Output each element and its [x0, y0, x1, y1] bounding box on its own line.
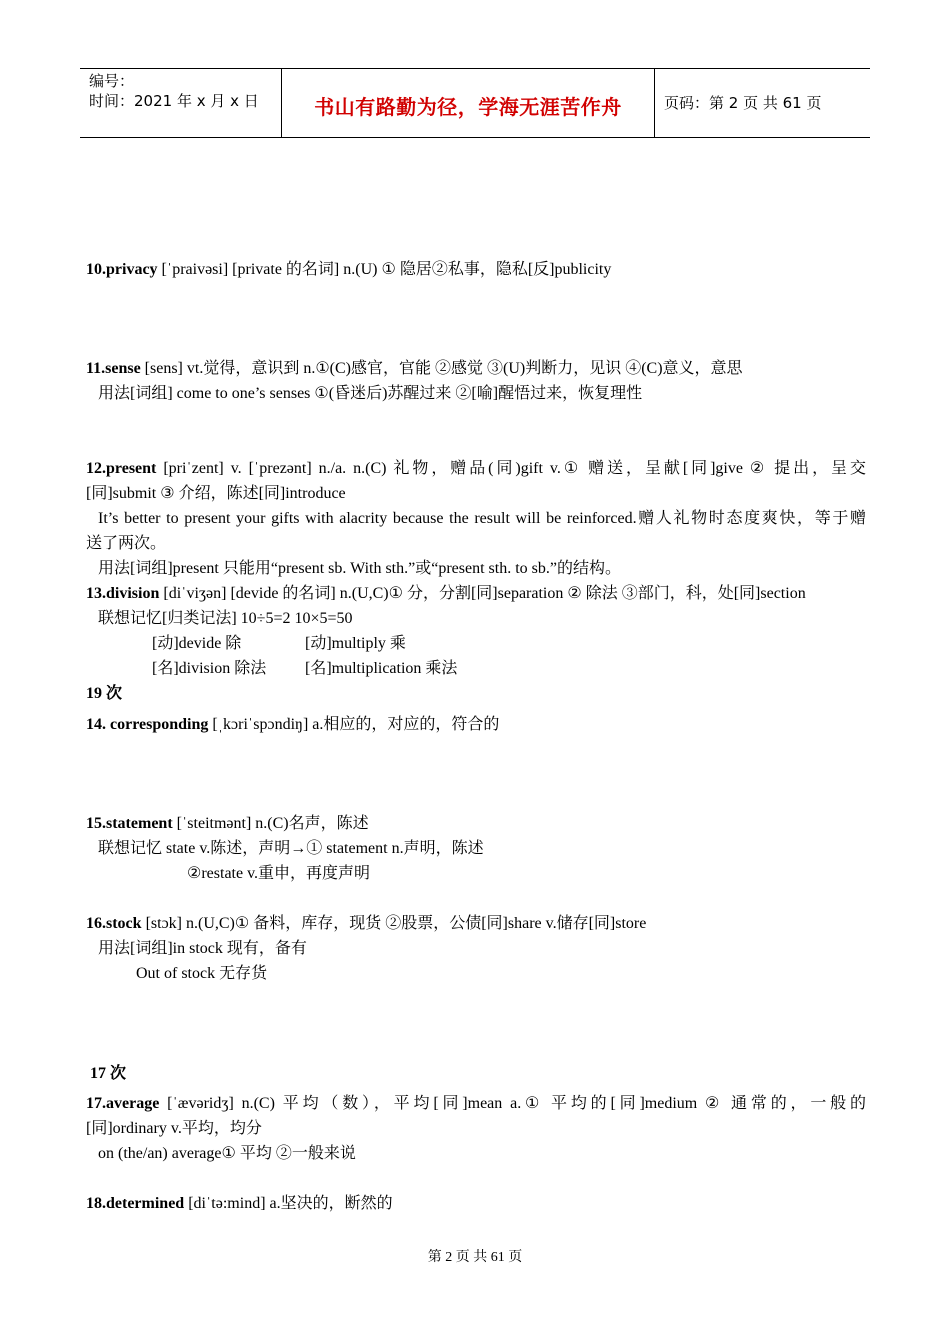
entry-stock: 16.stock [stɔk] n.(U,C)① 备料，库存，现货 ②股票，公债[同]share v.储存[同]store: [86, 915, 647, 932]
page-header: [80, 68, 870, 138]
entry-average-phrase: on (the/an) average① 平均 ②一般来说: [98, 1145, 356, 1162]
header-page-label: 页码：第 2 页 共 61 页: [664, 94, 822, 112]
entry-statement: 15.statement [ˈsteitmənt] n.(C)名声，陈述: [86, 815, 369, 832]
header-time-label: 时间：2021 年 x 月 x 日: [89, 92, 259, 110]
entry-statement-memory: 联想记忆 state v.陈述，声明→① statement n.声明，陈述: [98, 840, 484, 857]
entry-stock-usage: 用法[词组]in stock 现有，备有: [98, 940, 307, 957]
header-divider: [654, 69, 655, 137]
entry-present: 12.present [priˈzent] v. [ˈprezənt] n./a. n.(C) 礼物，赠品(同)gift v.① 赠送，呈献[同]give ② 提出，呈交: [86, 460, 866, 477]
header-number-label: 编号：: [89, 72, 135, 90]
entry-division: 13.division [diˈviʒən] [devide 的名词] n.(U,C)① 分，分割[同]separation ② 除法 ③部门，科，处[同]section: [86, 585, 806, 602]
entry-statement-restate: ②restate v.重申，再度声明: [187, 865, 371, 882]
entry-present-example-cont: 送了两次。: [86, 535, 167, 552]
page-footer: 第 2 页 共 61 页: [427, 1250, 523, 1265]
header-motto: 书山有路勤为径，学海无涯苦作舟: [314, 95, 622, 119]
entry-average: 17.average [ˈævəridʒ] n.(C) 平均（数），平均[同]mean a.① 平均的[同]medium ② 通常的，一般的: [86, 1095, 866, 1112]
division-verb-multiply: [动]multiply 乘: [305, 635, 406, 652]
entry-privacy: 10.privacy [ˈpraivəsi] [private 的名词] n.(U) ① 隐居②私事，隐私[反]publicity: [86, 261, 612, 278]
count-19: 19 次: [86, 685, 123, 702]
entry-present-example: It’s better to present your gifts with alacrity because the result will be reinforced.赠人礼物时态度爽快，等于赠: [98, 510, 866, 527]
entry-determined: 18.determined [diˈtə:mind] a.坚决的，断然的: [86, 1195, 393, 1212]
entry-sense-usage: 用法[词组] come to one’s senses ①(昏迷后)苏醒过来 ②[喻]醒悟过来，恢复理性: [98, 385, 643, 402]
count-17: 17 次: [90, 1065, 127, 1082]
entry-corresponding: 14. corresponding [ˌkɔriˈspɔndiŋ] a.相应的，对应的，符合的: [86, 716, 500, 733]
division-verb-divide: [动]devide 除: [152, 635, 242, 652]
division-noun-multiplication: [名]multiplication 乘法: [305, 660, 458, 677]
entry-sense: 11.sense [sens] vt.觉得，意识到 n.①(C)感官，官能 ②感觉 ③(U)判断力，见识 ④(C)意义，意思: [86, 360, 743, 377]
entry-division-memory: 联想记忆[归类记法] 10÷5=2 10×5=50: [98, 610, 353, 627]
entry-present-cont: [同]submit ③ 介绍，陈述[同]introduce: [86, 485, 346, 502]
entry-present-usage: 用法[词组]present 只能用“present sb. With sth.”或“present sth. to sb.”的结构。: [98, 560, 621, 577]
entry-average-cont: [同]ordinary v.平均，均分: [86, 1120, 262, 1137]
entry-stock-usage-2: Out of stock 无存货: [136, 965, 268, 982]
division-noun-division: [名]division 除法: [152, 660, 267, 677]
